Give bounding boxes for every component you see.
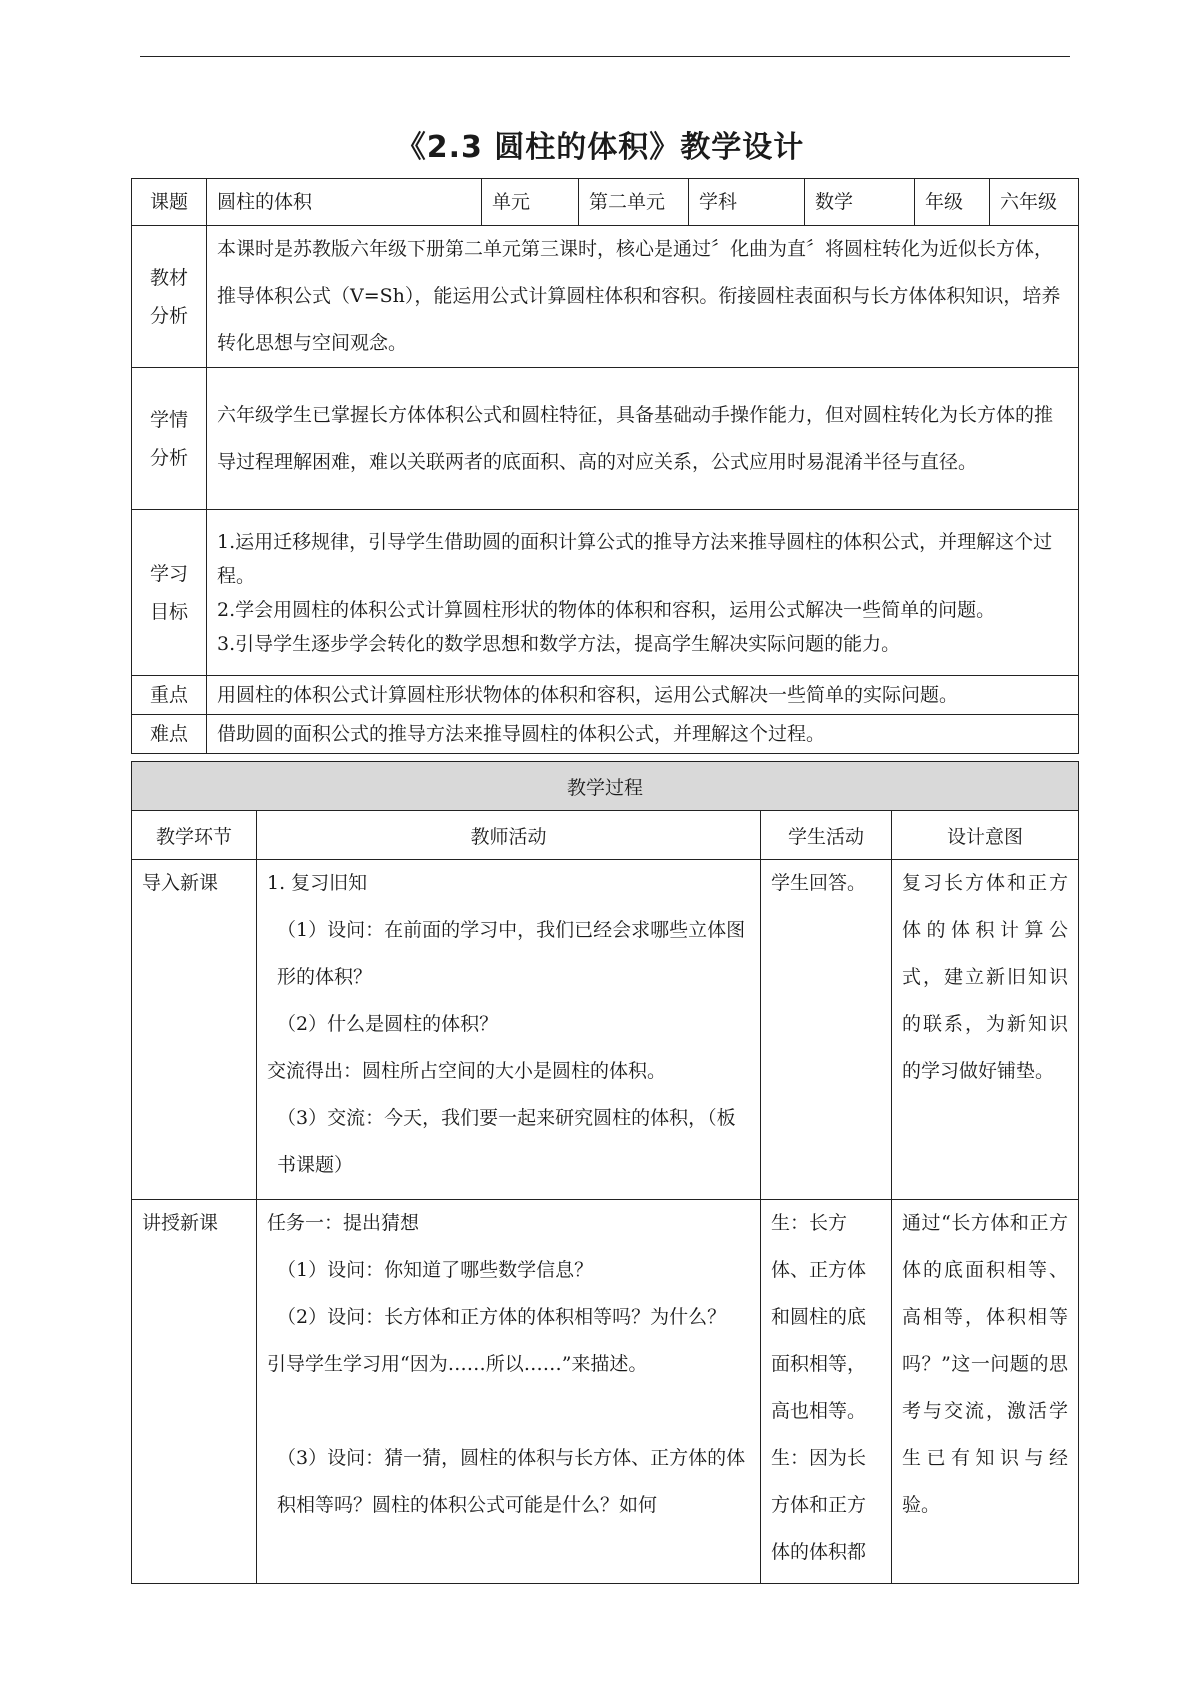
material-text: 本课时是苏教版六年级下册第二单元第三课时，核心是通过〞化曲为直〞将圆柱转化为近似长方体，推导体积公式（V=Sh），能运用公式计算圆柱体积和容积。衔接圆柱表面积与长方体体积知识，培养转化思想与空间观念。 bbox=[207, 226, 1079, 368]
goal-item: 1.运用迁移规律，引导学生借助圆的面积计算公式的推导方法来推导圆柱的体积公式，并理解这个过程。 bbox=[217, 530, 1053, 587]
grade-value: 六年级 bbox=[990, 179, 1079, 226]
difficulty-label: 难点 bbox=[132, 715, 207, 754]
topic-label: 课题 bbox=[132, 179, 207, 226]
process-row-new bbox=[132, 1200, 1079, 1584]
material-label: 教材 分析 bbox=[132, 226, 207, 368]
stage-cell: 导入新课 bbox=[132, 860, 257, 1200]
topic-value: 圆柱的体积 bbox=[207, 179, 482, 226]
teacher-activity-cell: 1. 复习旧知 （1）设问：在前面的学习中，我们已经会求哪些立体图形的体积？ （2）什么是圆柱的体积？ 交流得出：圆柱所占空间的大小是圆柱的体积。 （3）交流：今天，我们要一起来研究圆柱的体积，（板书课题） bbox=[257, 860, 761, 1200]
student-activity-cell: 学生回答。 bbox=[761, 860, 892, 1200]
goals-text bbox=[207, 510, 1079, 676]
teaching-process-table bbox=[131, 761, 1079, 1584]
info-row-difficulty bbox=[132, 715, 1079, 754]
header-intent: 设计意图 bbox=[892, 811, 1079, 860]
info-row-key bbox=[132, 676, 1079, 715]
header-rule bbox=[140, 56, 1070, 57]
info-row-goals bbox=[132, 510, 1079, 676]
students-text: 六年级学生已掌握长方体体积公式和圆柱特征，具备基础动手操作能力，但对圆柱转化为长方体的推导过程理解困难，难以关联两者的底面积、高的对应关系，公式应用时易混淆半径与直径。 bbox=[207, 368, 1079, 510]
design-intent-cell: 复习长方体和正方体的体积计算公式，建立新旧知识的联系，为新知识的学习做好铺垫。 bbox=[892, 860, 1079, 1200]
process-header-row bbox=[132, 811, 1079, 860]
process-row-intro bbox=[132, 860, 1079, 1200]
header-student: 学生活动 bbox=[761, 811, 892, 860]
info-row-students bbox=[132, 368, 1079, 510]
info-row-basic bbox=[132, 179, 1079, 226]
subject-label: 学科 bbox=[689, 179, 805, 226]
stage-cell: 讲授新课 bbox=[132, 1200, 257, 1584]
lesson-info-table bbox=[131, 178, 1079, 754]
students-label: 学情 分析 bbox=[132, 368, 207, 510]
key-label: 重点 bbox=[132, 676, 207, 715]
header-stage: 教学环节 bbox=[132, 811, 257, 860]
goals-label: 学习 目标 bbox=[132, 510, 207, 676]
document-title: 《2.3 圆柱的体积》教学设计 bbox=[395, 130, 805, 165]
section-title: 教学过程 bbox=[132, 762, 1079, 811]
student-activity-cell: 生：长方体、正方体和圆柱的底面积相等，高也相等。生：因为长方体和正方体的体积都 bbox=[761, 1200, 892, 1584]
unit-label: 单元 bbox=[482, 179, 579, 226]
subject-value: 数学 bbox=[805, 179, 915, 226]
header-teacher: 教师活动 bbox=[257, 811, 761, 860]
goal-item: 3.引导学生逐步学会转化的数学思想和数学方法，提高学生解决实际问题的能力。 bbox=[217, 632, 901, 655]
design-intent-cell: 通过“长方体和正方体的底面积相等、高相等，体积相等吗？”这一问题的思考与交流，激活学生已有知识与经验。 bbox=[892, 1200, 1079, 1584]
info-row-material bbox=[132, 226, 1079, 368]
goal-item: 2.学会用圆柱的体积公式计算圆柱形状的物体的体积和容积，运用公式解决一些简单的问题。 bbox=[217, 598, 996, 621]
teacher-activity-cell: 任务一：提出猜想 （1）设问：你知道了哪些数学信息？ （2）设问：长方体和正方体的体积相等吗？为什么？ 引导学生学习用“因为……所以……”来描述。 （3）设问：猜一猜，圆柱的体积与长方体、正方体的体积相等吗？圆柱的体积公式可能是什么？如何 bbox=[257, 1200, 761, 1584]
key-text: 用圆柱的体积公式计算圆柱形状物体的体积和容积，运用公式解决一些简单的实际问题。 bbox=[207, 676, 1079, 715]
process-section-row bbox=[132, 762, 1079, 811]
unit-value: 第二单元 bbox=[579, 179, 689, 226]
difficulty-text: 借助圆的面积公式的推导方法来推导圆柱的体积公式，并理解这个过程。 bbox=[207, 715, 1079, 754]
grade-label: 年级 bbox=[915, 179, 990, 226]
